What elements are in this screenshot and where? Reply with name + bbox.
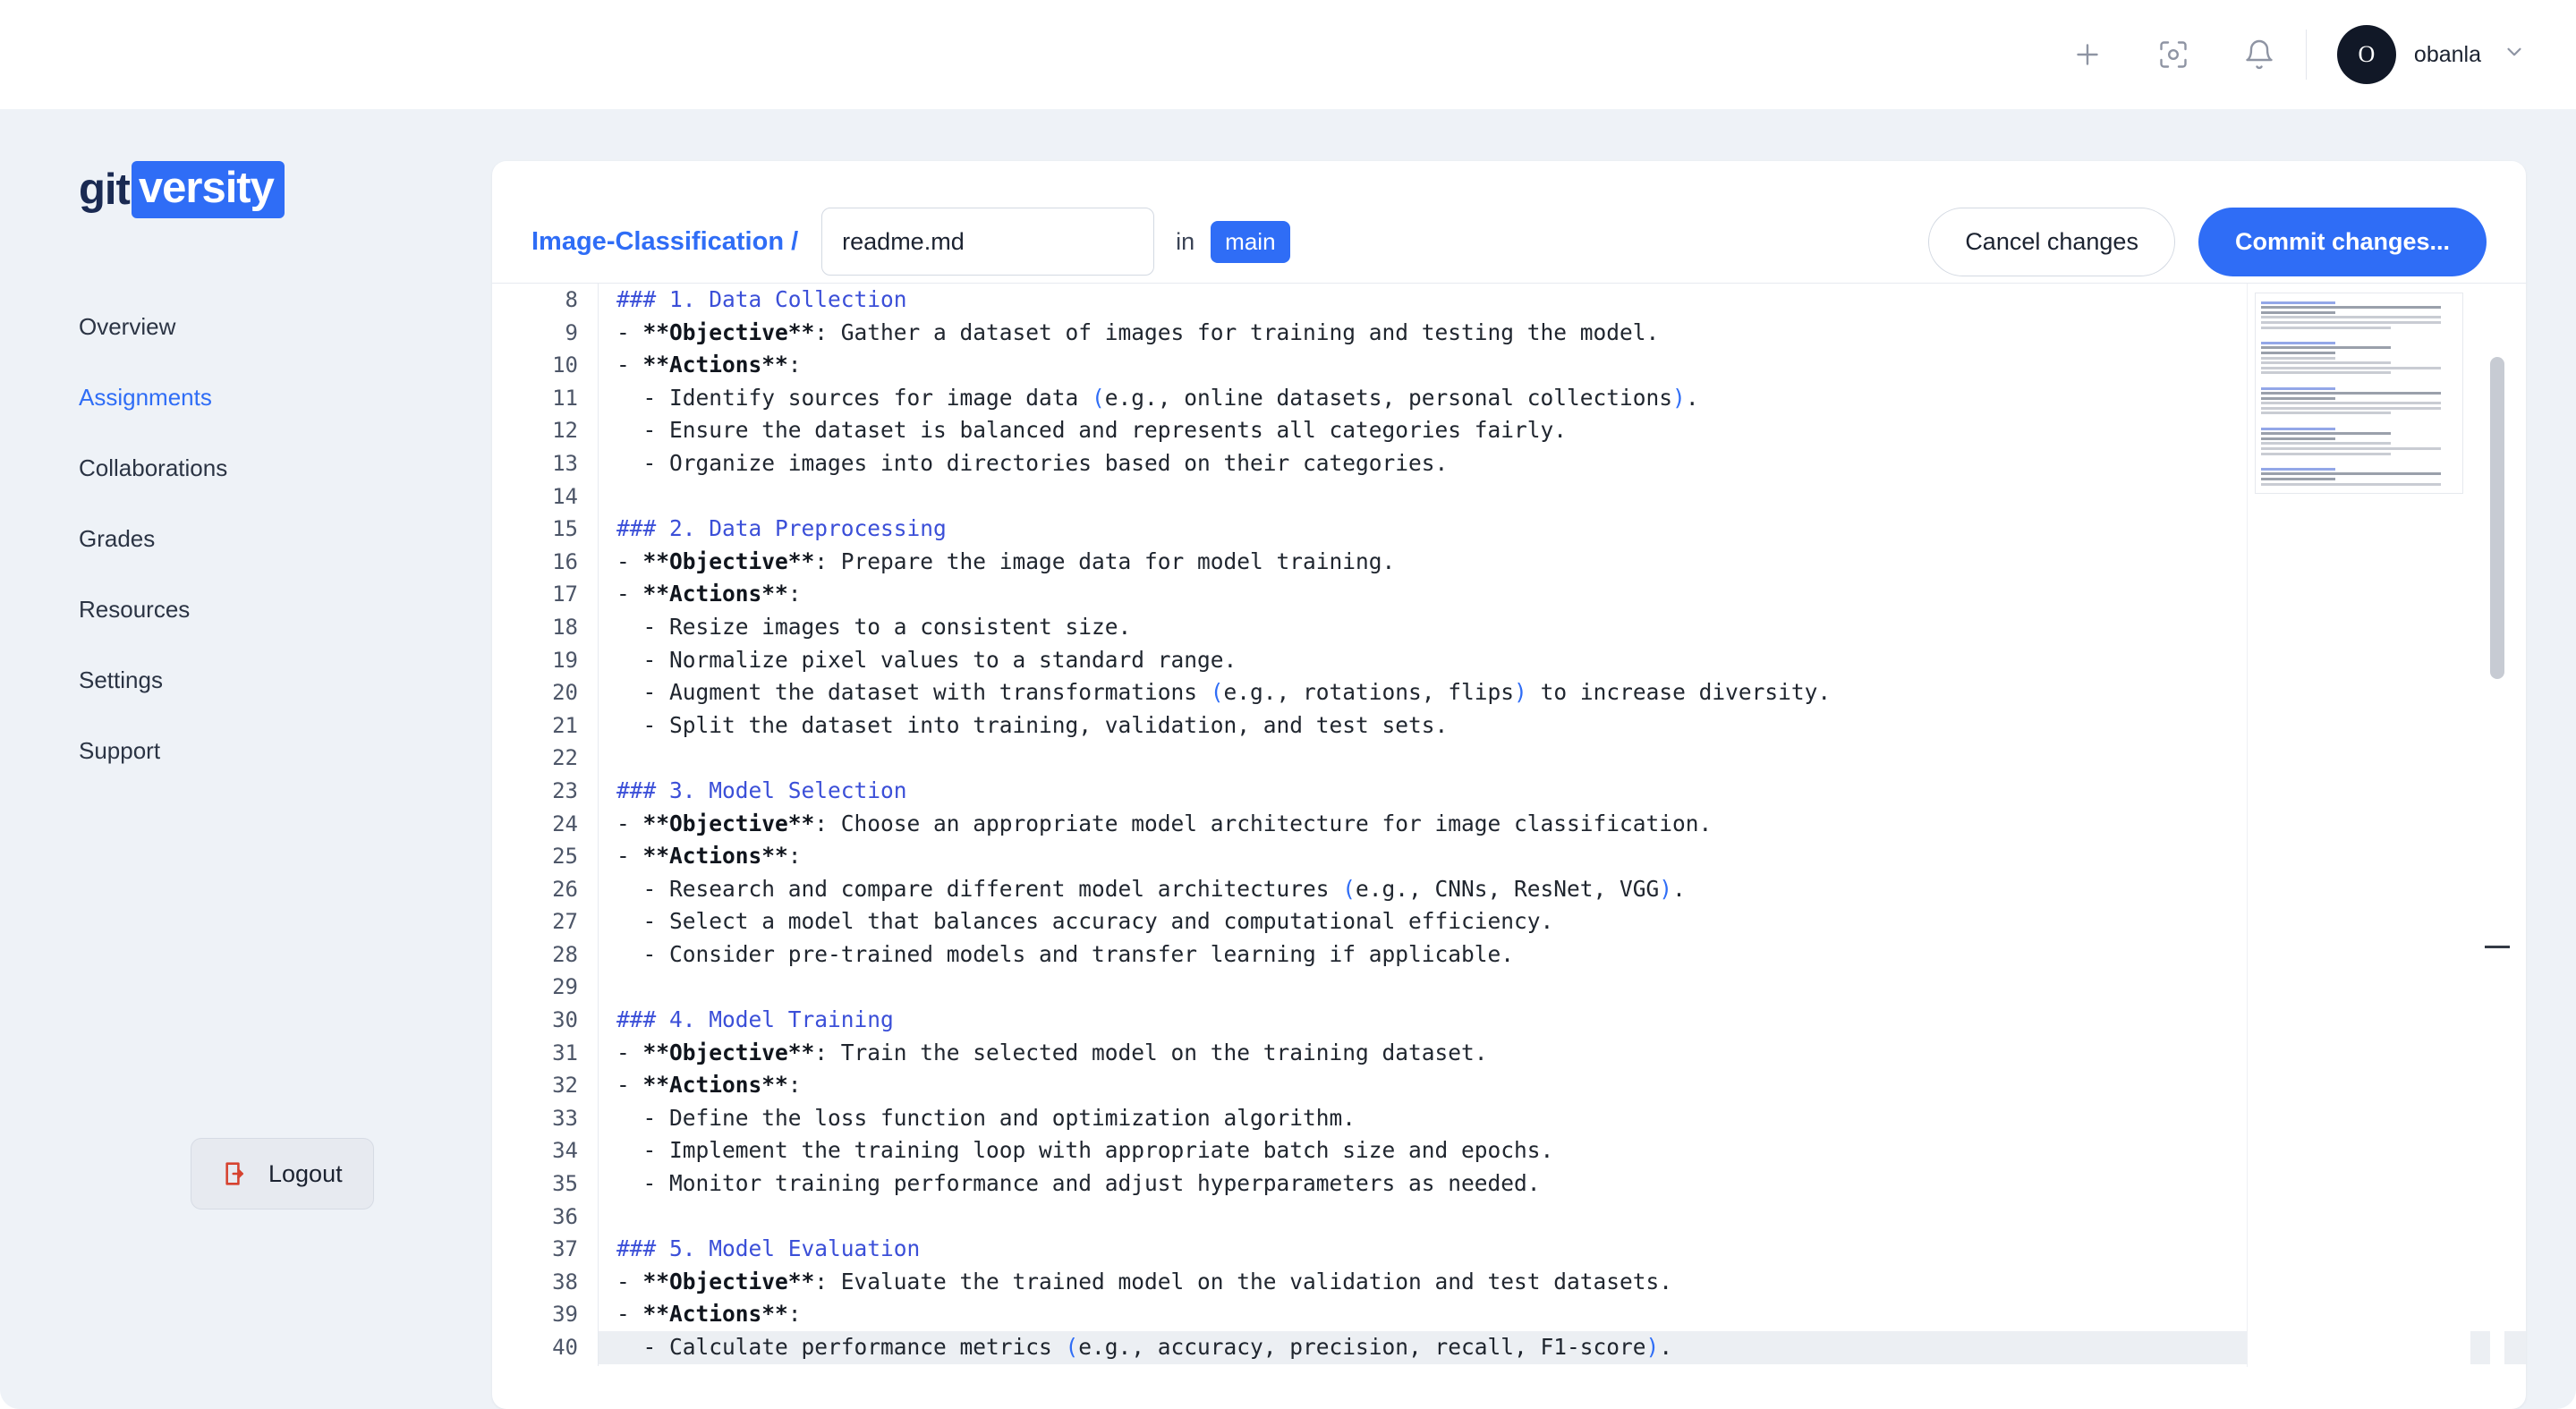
line-number: 9 bbox=[565, 319, 578, 345]
minimap-line bbox=[2261, 428, 2335, 430]
minimap-line bbox=[2261, 417, 2457, 425]
code-line[interactable]: - Select a model that balances accuracy and computational efficiency. bbox=[616, 908, 1554, 935]
line-number: 25 bbox=[552, 844, 578, 870]
minimap-line bbox=[2261, 306, 2441, 309]
sidebar-item-support[interactable]: Support bbox=[79, 737, 161, 764]
line-number: 34 bbox=[552, 1138, 578, 1164]
logout-wrapper bbox=[191, 1138, 374, 1210]
editor-scrollbar-thumb[interactable] bbox=[2490, 357, 2504, 679]
line-number: 24 bbox=[552, 811, 578, 836]
user-menu[interactable] bbox=[2337, 25, 2526, 84]
line-number: 36 bbox=[552, 1203, 578, 1229]
minimap-line bbox=[2261, 397, 2335, 400]
line-number: 40 bbox=[552, 1335, 578, 1360]
sidebar-item-collaborations[interactable]: Collaborations bbox=[79, 454, 228, 481]
line-number-gutter bbox=[492, 284, 598, 1366]
line-number: 28 bbox=[552, 941, 578, 967]
line-number: 22 bbox=[552, 745, 578, 771]
code-editor[interactable] bbox=[492, 283, 2526, 1366]
logout-button[interactable] bbox=[191, 1138, 374, 1210]
code-line[interactable]: - Organize images into directories based on their categories. bbox=[616, 449, 1449, 476]
breadcrumb-repo[interactable]: Image-Classification / bbox=[531, 226, 799, 256]
code-line[interactable]: - Normalize pixel values to a standard range. bbox=[616, 646, 1237, 673]
minimap-line bbox=[2261, 468, 2335, 471]
code-line[interactable]: - Research and compare different model architectures (e.g., CNNs, ResNet, VGG). bbox=[616, 875, 1686, 902]
editor-header bbox=[492, 161, 2526, 283]
minimap-line bbox=[2261, 367, 2441, 369]
line-number: 21 bbox=[552, 712, 578, 738]
body bbox=[0, 109, 2576, 1409]
code-line[interactable]: - **Objective**: Train the selected model on the training dataset. bbox=[616, 1039, 1488, 1065]
scan-icon[interactable] bbox=[2154, 35, 2193, 74]
username-label: obanla bbox=[2413, 41, 2481, 67]
minimap-line bbox=[2261, 346, 2391, 349]
code-line[interactable]: - Resize images to a consistent size. bbox=[616, 613, 1132, 640]
line-number: 38 bbox=[552, 1269, 578, 1294]
minimap-line bbox=[2261, 402, 2441, 404]
code-line[interactable]: - Augment the dataset with transformations (e.g., rotations, flips) to increase diversity. bbox=[616, 679, 1832, 706]
line-number: 26 bbox=[552, 876, 578, 902]
code-line[interactable]: - **Objective**: Gather a dataset of images for training and testing the model. bbox=[616, 318, 1660, 345]
code-line[interactable]: - Implement the training loop with appropriate batch size and epochs. bbox=[616, 1137, 1554, 1164]
code-line[interactable] bbox=[599, 971, 2526, 1004]
code-line[interactable]: - Monitor training performance and adjust hyperparameters as needed. bbox=[616, 1170, 1541, 1197]
minimap-line bbox=[2261, 457, 2457, 465]
sidebar-item-settings[interactable]: Settings bbox=[79, 666, 163, 693]
cancel-changes-button[interactable]: Cancel changes bbox=[1928, 208, 2175, 276]
code-line[interactable]: - **Actions**: bbox=[616, 843, 802, 870]
sidebar-item-assignments[interactable]: Assignments bbox=[79, 384, 212, 411]
minimap-line bbox=[2261, 472, 2441, 475]
minimap-line bbox=[2261, 361, 2391, 364]
code-line[interactable] bbox=[599, 480, 2526, 514]
line-number: 19 bbox=[552, 647, 578, 673]
editor-panel bbox=[492, 161, 2526, 1409]
plus-icon[interactable] bbox=[2068, 35, 2107, 74]
minimap-page bbox=[2255, 293, 2463, 494]
line-number: 13 bbox=[552, 450, 578, 476]
bell-icon[interactable] bbox=[2240, 35, 2279, 74]
chevron-down-icon[interactable] bbox=[2503, 40, 2526, 69]
code-line[interactable]: - Calculate performance metrics (e.g., accuracy, precision, recall, F1-score). bbox=[599, 1331, 2526, 1364]
code-line[interactable]: ### 4. Model Training bbox=[616, 1006, 894, 1033]
minimap-line bbox=[2261, 377, 2457, 385]
code-line[interactable]: - **Objective**: Evaluate the trained model on the validation and test datasets. bbox=[616, 1268, 1673, 1294]
minimap-line bbox=[2261, 327, 2391, 329]
logo-text-versity: versity bbox=[132, 161, 285, 218]
line-number: 11 bbox=[552, 385, 578, 411]
filename-input[interactable] bbox=[821, 208, 1154, 276]
minimap-line bbox=[2261, 432, 2391, 435]
minimap-line bbox=[2261, 316, 2441, 318]
minimap-line bbox=[2261, 392, 2441, 395]
minimap-line bbox=[2261, 447, 2441, 450]
avatar: O bbox=[2337, 25, 2396, 84]
logo[interactable] bbox=[79, 161, 285, 218]
code-line[interactable]: - Consider pre-trained models and transfer learning if applicable. bbox=[616, 940, 1515, 967]
minimap-line bbox=[2261, 412, 2391, 414]
code-line[interactable]: - Define the loss function and optimization algorithm. bbox=[616, 1104, 1356, 1131]
branch-badge[interactable]: main bbox=[1211, 221, 1289, 263]
code-line[interactable]: - **Objective**: Prepare the image data for model training. bbox=[616, 547, 1396, 574]
minimap-line bbox=[2261, 442, 2391, 445]
minimap-line bbox=[2261, 407, 2441, 410]
sidebar-item-resources[interactable]: Resources bbox=[79, 596, 191, 623]
code-line[interactable] bbox=[599, 742, 2526, 775]
logout-label: Logout bbox=[268, 1159, 343, 1187]
line-number: 39 bbox=[552, 1302, 578, 1328]
minimap-line bbox=[2261, 437, 2335, 440]
minimap-line bbox=[2261, 387, 2335, 390]
line-number: 20 bbox=[552, 680, 578, 706]
minimap-line bbox=[2261, 357, 2335, 360]
line-number: 35 bbox=[552, 1171, 578, 1197]
line-number: 8 bbox=[565, 287, 578, 312]
code-line[interactable]: - Ensure the dataset is balanced and represents all categories fairly. bbox=[616, 417, 1568, 444]
line-number: 31 bbox=[552, 1040, 578, 1065]
code-line[interactable] bbox=[599, 1201, 2526, 1234]
logo-text-git: git bbox=[79, 166, 130, 214]
minimap-line bbox=[2261, 478, 2335, 480]
sidebar-item-grades[interactable]: Grades bbox=[79, 525, 156, 552]
code-minimap[interactable] bbox=[2247, 284, 2470, 1367]
line-number: 14 bbox=[552, 483, 578, 509]
line-number: 10 bbox=[552, 352, 578, 378]
code-line[interactable]: - **Objective**: Choose an appropriate model architecture for image classification. bbox=[616, 810, 1713, 836]
line-number: 18 bbox=[552, 614, 578, 640]
line-number: 30 bbox=[552, 1007, 578, 1033]
top-bar-icons bbox=[2068, 35, 2279, 74]
code-line[interactable]: - **Actions**: bbox=[616, 1301, 802, 1328]
main-content bbox=[492, 109, 2576, 1409]
line-number: 32 bbox=[552, 1073, 578, 1099]
minimap-line bbox=[2261, 371, 2391, 374]
code-line[interactable]: ### 5. Model Evaluation bbox=[616, 1235, 921, 1262]
logout-icon bbox=[222, 1159, 252, 1189]
line-number: 16 bbox=[552, 548, 578, 574]
minimap-line bbox=[2261, 342, 2335, 344]
minimap-line bbox=[2261, 453, 2391, 455]
minimap-line bbox=[2261, 321, 2441, 324]
sidebar-item-overview[interactable]: Overview bbox=[79, 313, 176, 340]
sidebar bbox=[0, 109, 492, 1409]
code-line[interactable]: - **Actions**: bbox=[616, 352, 802, 378]
minimap-line bbox=[2261, 331, 2457, 339]
code-line[interactable]: ### 2. Data Preprocessing bbox=[616, 515, 947, 542]
code-line[interactable]: - **Actions**: bbox=[616, 1072, 802, 1099]
line-number: 15 bbox=[552, 516, 578, 542]
line-number: 37 bbox=[552, 1236, 578, 1262]
minimap-line bbox=[2261, 311, 2335, 314]
editor-header-actions bbox=[1928, 208, 2487, 276]
top-bar bbox=[0, 0, 2576, 109]
minimap-line bbox=[2261, 352, 2335, 354]
minimap-line bbox=[2261, 301, 2335, 304]
code-line[interactable]: - Identify sources for image data (e.g., online datasets, personal collections). bbox=[616, 384, 1699, 411]
code-line[interactable]: ### 3. Model Selection bbox=[616, 777, 907, 803]
in-label: in bbox=[1176, 227, 1195, 255]
line-number: 33 bbox=[552, 1105, 578, 1131]
line-number: 12 bbox=[552, 418, 578, 444]
code-line[interactable]: ### 1. Data Collection bbox=[616, 286, 907, 312]
top-bar-divider bbox=[2306, 30, 2307, 80]
line-number: 17 bbox=[552, 581, 578, 607]
line-number: 27 bbox=[552, 909, 578, 935]
sidebar-nav bbox=[0, 292, 492, 786]
scroll-position-marker bbox=[2485, 946, 2510, 948]
minimap-line bbox=[2261, 483, 2441, 486]
code-area[interactable] bbox=[598, 284, 2526, 1366]
line-number: 23 bbox=[552, 777, 578, 803]
code-line[interactable]: - Split the dataset into training, validation, and test sets. bbox=[616, 711, 1449, 738]
commit-changes-button[interactable]: Commit changes... bbox=[2198, 208, 2487, 276]
code-line[interactable]: - **Actions**: bbox=[616, 581, 802, 607]
line-number: 29 bbox=[552, 974, 578, 1000]
